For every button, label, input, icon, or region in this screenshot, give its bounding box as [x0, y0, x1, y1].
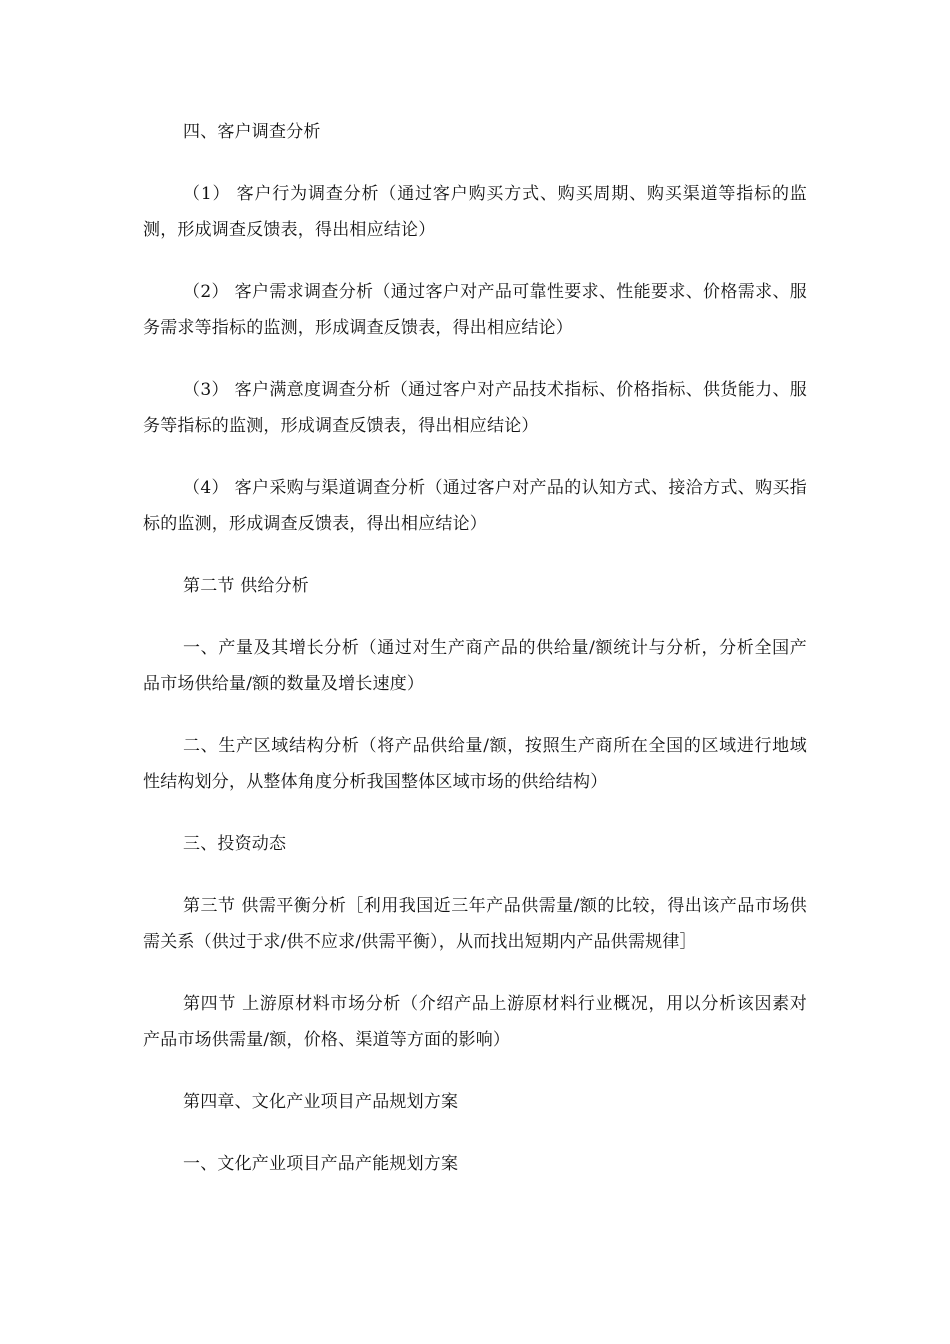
paragraph-upstream-materials: 第四节 上游原材料市场分析（介绍产品上游原材料行业概况，用以分析该因素对产品市场供需量/额，价格、渠道等方面的影响） [143, 994, 807, 1050]
chapter-heading-product-plan: 第四章、文化产业项目产品规划方案 [183, 1092, 459, 1112]
paragraph-customer-behavior: （1） 客户行为调查分析（通过客户购买方式、购买周期、购买渠道等指标的监测，形成调查反馈表，得出相应结论） [143, 184, 807, 240]
document-page [143, 114, 807, 1208]
section-heading-customer-survey: 四、客户调查分析 [183, 122, 321, 142]
paragraph-customer-demand: （2） 客户需求调查分析（通过客户对产品可靠性要求、性能要求、价格需求、服务需求等指标的监测，形成调查反馈表，得出相应结论） [143, 282, 807, 338]
paragraph-customer-purchase-channel: （4） 客户采购与渠道调查分析（通过客户对产品的认知方式、接洽方式、购买指标的监测，形成调查反馈表，得出相应结论） [143, 478, 807, 534]
section-heading-investment: 三、投资动态 [183, 834, 287, 854]
section-heading-supply-analysis: 第二节 供给分析 [183, 576, 310, 596]
paragraph-supply-demand-balance: 第三节 供需平衡分析［利用我国近三年产品供需量/额的比较，得出该产品市场供需关系（供过于求/供不应求/供需平衡），从而找出短期内产品供需规律］ [143, 896, 807, 952]
paragraph-production-region: 二、生产区域结构分析（将产品供给量/额，按照生产商所在全国的区域进行地域性结构划分，从整体角度分析我国整体区域市场的供给结构） [143, 736, 807, 792]
paragraph-output-growth: 一、产量及其增长分析（通过对生产商产品的供给量/额统计与分析，分析全国产品市场供给量/额的数量及增长速度） [143, 638, 807, 694]
paragraph-customer-satisfaction: （3） 客户满意度调查分析（通过客户对产品技术指标、价格指标、供货能力、服务等指标的监测，形成调查反馈表，得出相应结论） [143, 380, 807, 436]
section-heading-capacity-plan: 一、文化产业项目产品产能规划方案 [183, 1154, 459, 1174]
